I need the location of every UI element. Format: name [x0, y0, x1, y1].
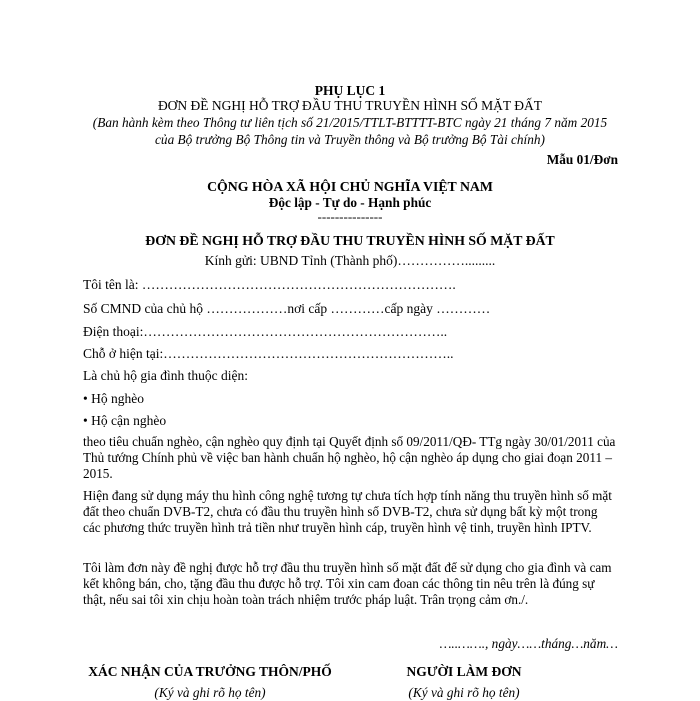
applicant-title: NGƯỜI LÀM ĐƠN [406, 664, 522, 679]
national-name: CỘNG HÒA XÃ HỘI CHỦ NGHĨA VIỆT NAM [207, 179, 493, 194]
address-field-line: Chỗ ở hiện tại:……………………………………………………….. [83, 346, 454, 361]
confirmer-title: XÁC NHẬN CỦA TRƯỞNG THÔN/PHỐ [88, 664, 332, 679]
bullet-icon: • [83, 413, 88, 428]
date-line: …..……., ngày……tháng…năm… [439, 636, 618, 651]
option-label: Hộ nghèo [91, 391, 144, 406]
paragraph-commitment: Tôi làm đơn này đề nghị được hỗ trợ đầu thu truyền hình số mặt đất để sử dụng cho gia đình và cam kết không bán, cho, tặng đầu thu được hỗ trợ. Tôi xin cam đoan các thông tin nêu trên là đúng sự thật, nếu sai tôi xin chịu hoàn toàn trách nhiệm trước pháp luật. Trân trọng cảm ơn./. [83, 560, 612, 607]
confirmer-note: (Ký và ghi rõ họ tên) [154, 685, 266, 700]
appendix-subtitle: ĐƠN ĐỀ NGHỊ HỖ TRỢ ĐẦU THU TRUYỀN HÌNH SỐ MẶT ĐẤT [157, 98, 543, 113]
id-field-line: Số CMND của chủ hộ ………………nơi cấp …………cấp ngày ………… [83, 301, 491, 316]
name-field-line: Tôi tên là: ……………………………………………………………. [83, 277, 456, 292]
bullet-icon: • [83, 391, 88, 406]
form-title: ĐƠN ĐỀ NGHỊ HỖ TRỢ ĐẦU THU TRUYỀN HÌNH SỐ MẶT ĐẤT [145, 233, 555, 248]
applicant-note: (Ký và ghi rõ họ tên) [408, 685, 520, 700]
issued-note-line2: của Bộ trưởng Bộ Thông tin và Truyền thông và Bộ trưởng Bộ Tài chính) [155, 132, 545, 147]
option-poor [83, 391, 144, 407]
paragraph-tv-status: Hiện đang sử dụng máy thu hình công nghệ tương tự chưa tích hợp tính năng thu truyền hình số mặt đất theo chuẩn DVB-T2, chưa có đầu thu truyền hình số DVB-T2, chưa sử dụng bất kỳ một trong các phương thức truyền hình trả tiền như truyền hình cáp, truyền hình vệ tinh, truyền hình IPTV. [83, 488, 612, 535]
phone-field-line: Điện thoại:………………………………………………………….. [83, 324, 448, 339]
issued-note-line1: (Ban hành kèm theo Thông tư liên tịch số 21/2015/TTLT-BTTTT-BTC ngày 21 tháng 7 năm 2015 [92, 115, 608, 130]
option-label: Hộ cận nghèo [91, 413, 167, 428]
paragraph-poverty-standard: theo tiêu chuẩn nghèo, cận nghèo quy định tại Quyết định số 09/2011/QĐ- TTg ngày 30/01/2011 của Thủ tướng Chính phủ về việc ban hành chuẩn hộ nghèo, hộ cận nghèo áp dụng cho giai đoạn 2011 – 2015. [83, 434, 616, 481]
appendix-title: PHỤ LỤC 1 [314, 83, 386, 98]
motto-divider: --------------- [317, 209, 383, 224]
option-near-poor [83, 413, 166, 429]
recipient-line: Kính gửi: UBND Tỉnh (Thành phố)……………......... [204, 253, 496, 268]
form-code: Mẫu 01/Đơn [546, 152, 618, 167]
national-motto: Độc lập - Tự do - Hạnh phúc [268, 195, 432, 210]
category-intro: Là chủ hộ gia đình thuộc diện: [83, 368, 248, 383]
